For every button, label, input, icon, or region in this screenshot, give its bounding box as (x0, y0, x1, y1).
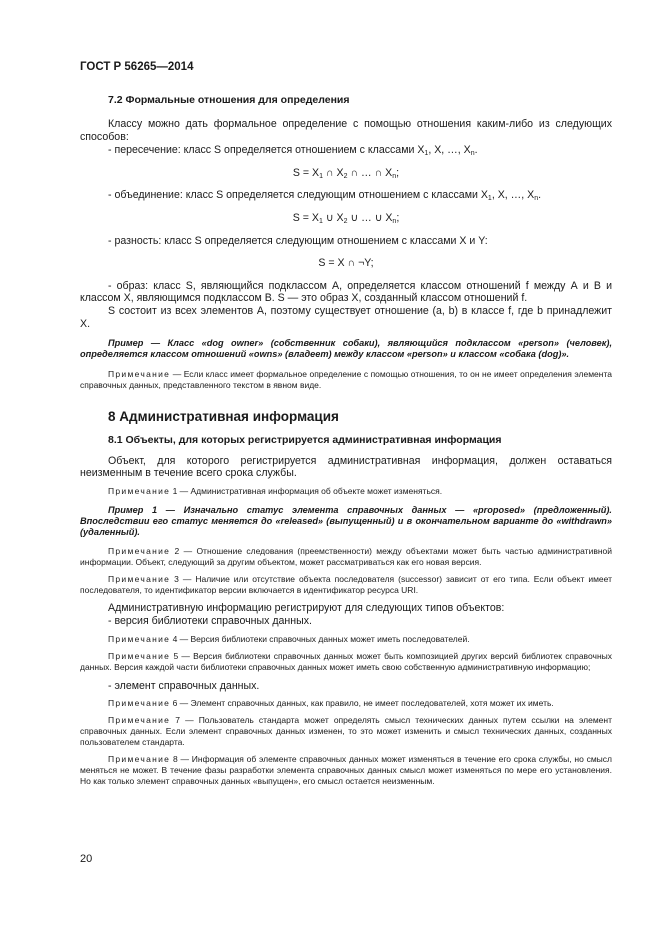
note (80, 369, 612, 391)
subscript: n (392, 172, 397, 180)
note-text: 1 — Административная информация об объекте может изменяться. (170, 485, 443, 496)
subscript: n (470, 150, 475, 158)
note-1 (80, 486, 612, 497)
formula-text: ∩ … ∩ X (347, 166, 393, 179)
bullet-library-version: - версия библиотеки справочных данных. (108, 614, 312, 627)
bullet-text: . (538, 189, 542, 202)
bullet-text: . (474, 144, 478, 157)
paragraph: Административную информацию регистрируют для следующих типов объектов: (108, 602, 505, 615)
section-8-title: 8 Административная информация (108, 408, 339, 424)
formula-text: ∩ X (323, 166, 344, 179)
formula-text: ∪ X (322, 211, 344, 224)
note-label: Примечание (108, 485, 171, 496)
bullet-difference: - разность: класс S определяется следующим отношением с классами X и Y: (108, 234, 488, 247)
note-text: 8 — Информация об элементе справочных данных может изменяться в течение его срока службы, но смысл меняться не может. В течение фазы разработки элемента справочных данных смысл может изменяться по мере его установления. Но как только элемент справочных данных «выпущен», его смысл остается неизменным. (80, 754, 612, 787)
subscript: 1 (318, 217, 323, 225)
note-5 (80, 651, 612, 673)
note-2 (80, 546, 612, 568)
note-8 (80, 754, 612, 787)
document-header: ГОСТ Р 56265—2014 (80, 61, 194, 73)
formula-text: ∪ … ∪ X (347, 211, 393, 224)
note-3 (80, 574, 612, 596)
note-text: 6 — Элемент справочных данных, как правило, не имеет последователей, хотя может их иметь. (170, 698, 554, 709)
paragraph: Объект, для которого регистрируется административная информация, должен оставаться неизменным в течение всего срока службы. (80, 454, 612, 480)
note-6 (80, 698, 612, 709)
note-text: 3 — Наличие или отсутствие объекта последователя (successor) зависит от его типа. Если объект имеет последователя, то идентификатор версии включается в идентификатор ресурса URI. (80, 574, 612, 596)
page-number: 20 (80, 853, 93, 865)
formula-union (80, 212, 612, 225)
note-label: Примечание (108, 633, 171, 644)
note-label: Примечание (108, 368, 171, 379)
bullet-intersection (80, 144, 612, 157)
section-8-1-title: 8.1 Объекты, для которых регистрируется административная информация (108, 433, 502, 446)
note-text: — Если класс имеет формальное определение с помощью отношения, то он не имеет определения элемента справочных данных, представленного текстом в явном виде. (80, 368, 612, 390)
example: Пример — Класс «dog owner» (собственник собаки), являющийся подклассом «person» (человек), определяется классом отношений «owns» (владеет) между классом «person» и классом «собака (dog)». (80, 338, 612, 360)
note-label: Примечание (108, 698, 171, 709)
bullet-text: , X, …, X (428, 144, 471, 157)
page-content (80, 90, 612, 787)
subscript: 1 (424, 150, 429, 158)
paragraph: S состоит из всех элементов А, поэтому существует отношение (a, b) в классе f, где b принадлежит X. (80, 304, 612, 330)
note-text: 7 — Пользователь стандарта может определять смысл технических данных путем ссылки на элемент справочных данных. Если элемент справочных данных изменен, то это может изменить и смысл технических данных, созданных пользователем стандарта. (80, 715, 612, 748)
note-text: 2 — Отношение следования (преемственности) между объектами может быть частью административной информации. Объект, следующий за другим объектом, может рассматриваться как его новая версия. (80, 546, 612, 568)
bullet-union (80, 189, 612, 202)
subscript: 2 (343, 172, 348, 180)
example-1: Пример 1 — Изначально статус элемента справочных данных — «proposed» (предложенный). Впоследствии его статус меняется до «released» (выпущенный) и в окончательном варианте до «withdrawn» (удаленный). (80, 504, 612, 538)
formula-text: S = X (292, 166, 320, 179)
bullet-text: - пересечение: класс S определяется отношением с классами X (108, 144, 425, 157)
formula-intersection (80, 167, 612, 180)
subscript: 1 (319, 172, 324, 180)
note-label: Примечание (108, 715, 171, 726)
formula-difference: S = X ∩ ¬Y; (318, 257, 374, 270)
subscript: 1 (487, 195, 492, 203)
bullet-image: - образ: класс S, являющийся подклассом А, определяется классом отношений f между А и В и классом X, являющимся подклассом В. S — это образ X, созданный классом отношений f. (80, 279, 612, 305)
note-label: Примечание (108, 574, 171, 585)
formula-text: ; (396, 166, 400, 179)
bullet-reference-data-item: - элемент справочных данных. (108, 679, 260, 692)
note-label: Примечание (108, 546, 171, 557)
section-7-2-title: 7.2 Формальные отношения для определения (108, 94, 350, 106)
bullet-text: , X, …, X (491, 189, 535, 202)
paragraph: Классу можно дать формальное определение с помощью отношения каким-либо из следующих способов: (80, 118, 612, 143)
formula-text: S = X (292, 211, 319, 224)
note-text: 5 — Версия библиотеки справочных данных может быть композицией других версий библиотек справочных данных. Версия каждой части библиотеки справочных данных может иметь свою собственную административную информацию; (80, 650, 612, 672)
formula-text: ; (396, 211, 400, 224)
subscript: n (534, 195, 539, 203)
subscript: n (392, 217, 397, 225)
note-label: Примечание (108, 650, 171, 661)
note-label: Примечание (108, 754, 171, 765)
bullet-text: - объединение: класс S определяется следующим отношением с классами X (108, 189, 488, 202)
note-4 (80, 634, 612, 645)
note-text: 4 — Версия библиотеки справочных данных может иметь последователей. (170, 633, 470, 644)
note-7 (80, 715, 612, 748)
subscript: 2 (343, 217, 348, 225)
